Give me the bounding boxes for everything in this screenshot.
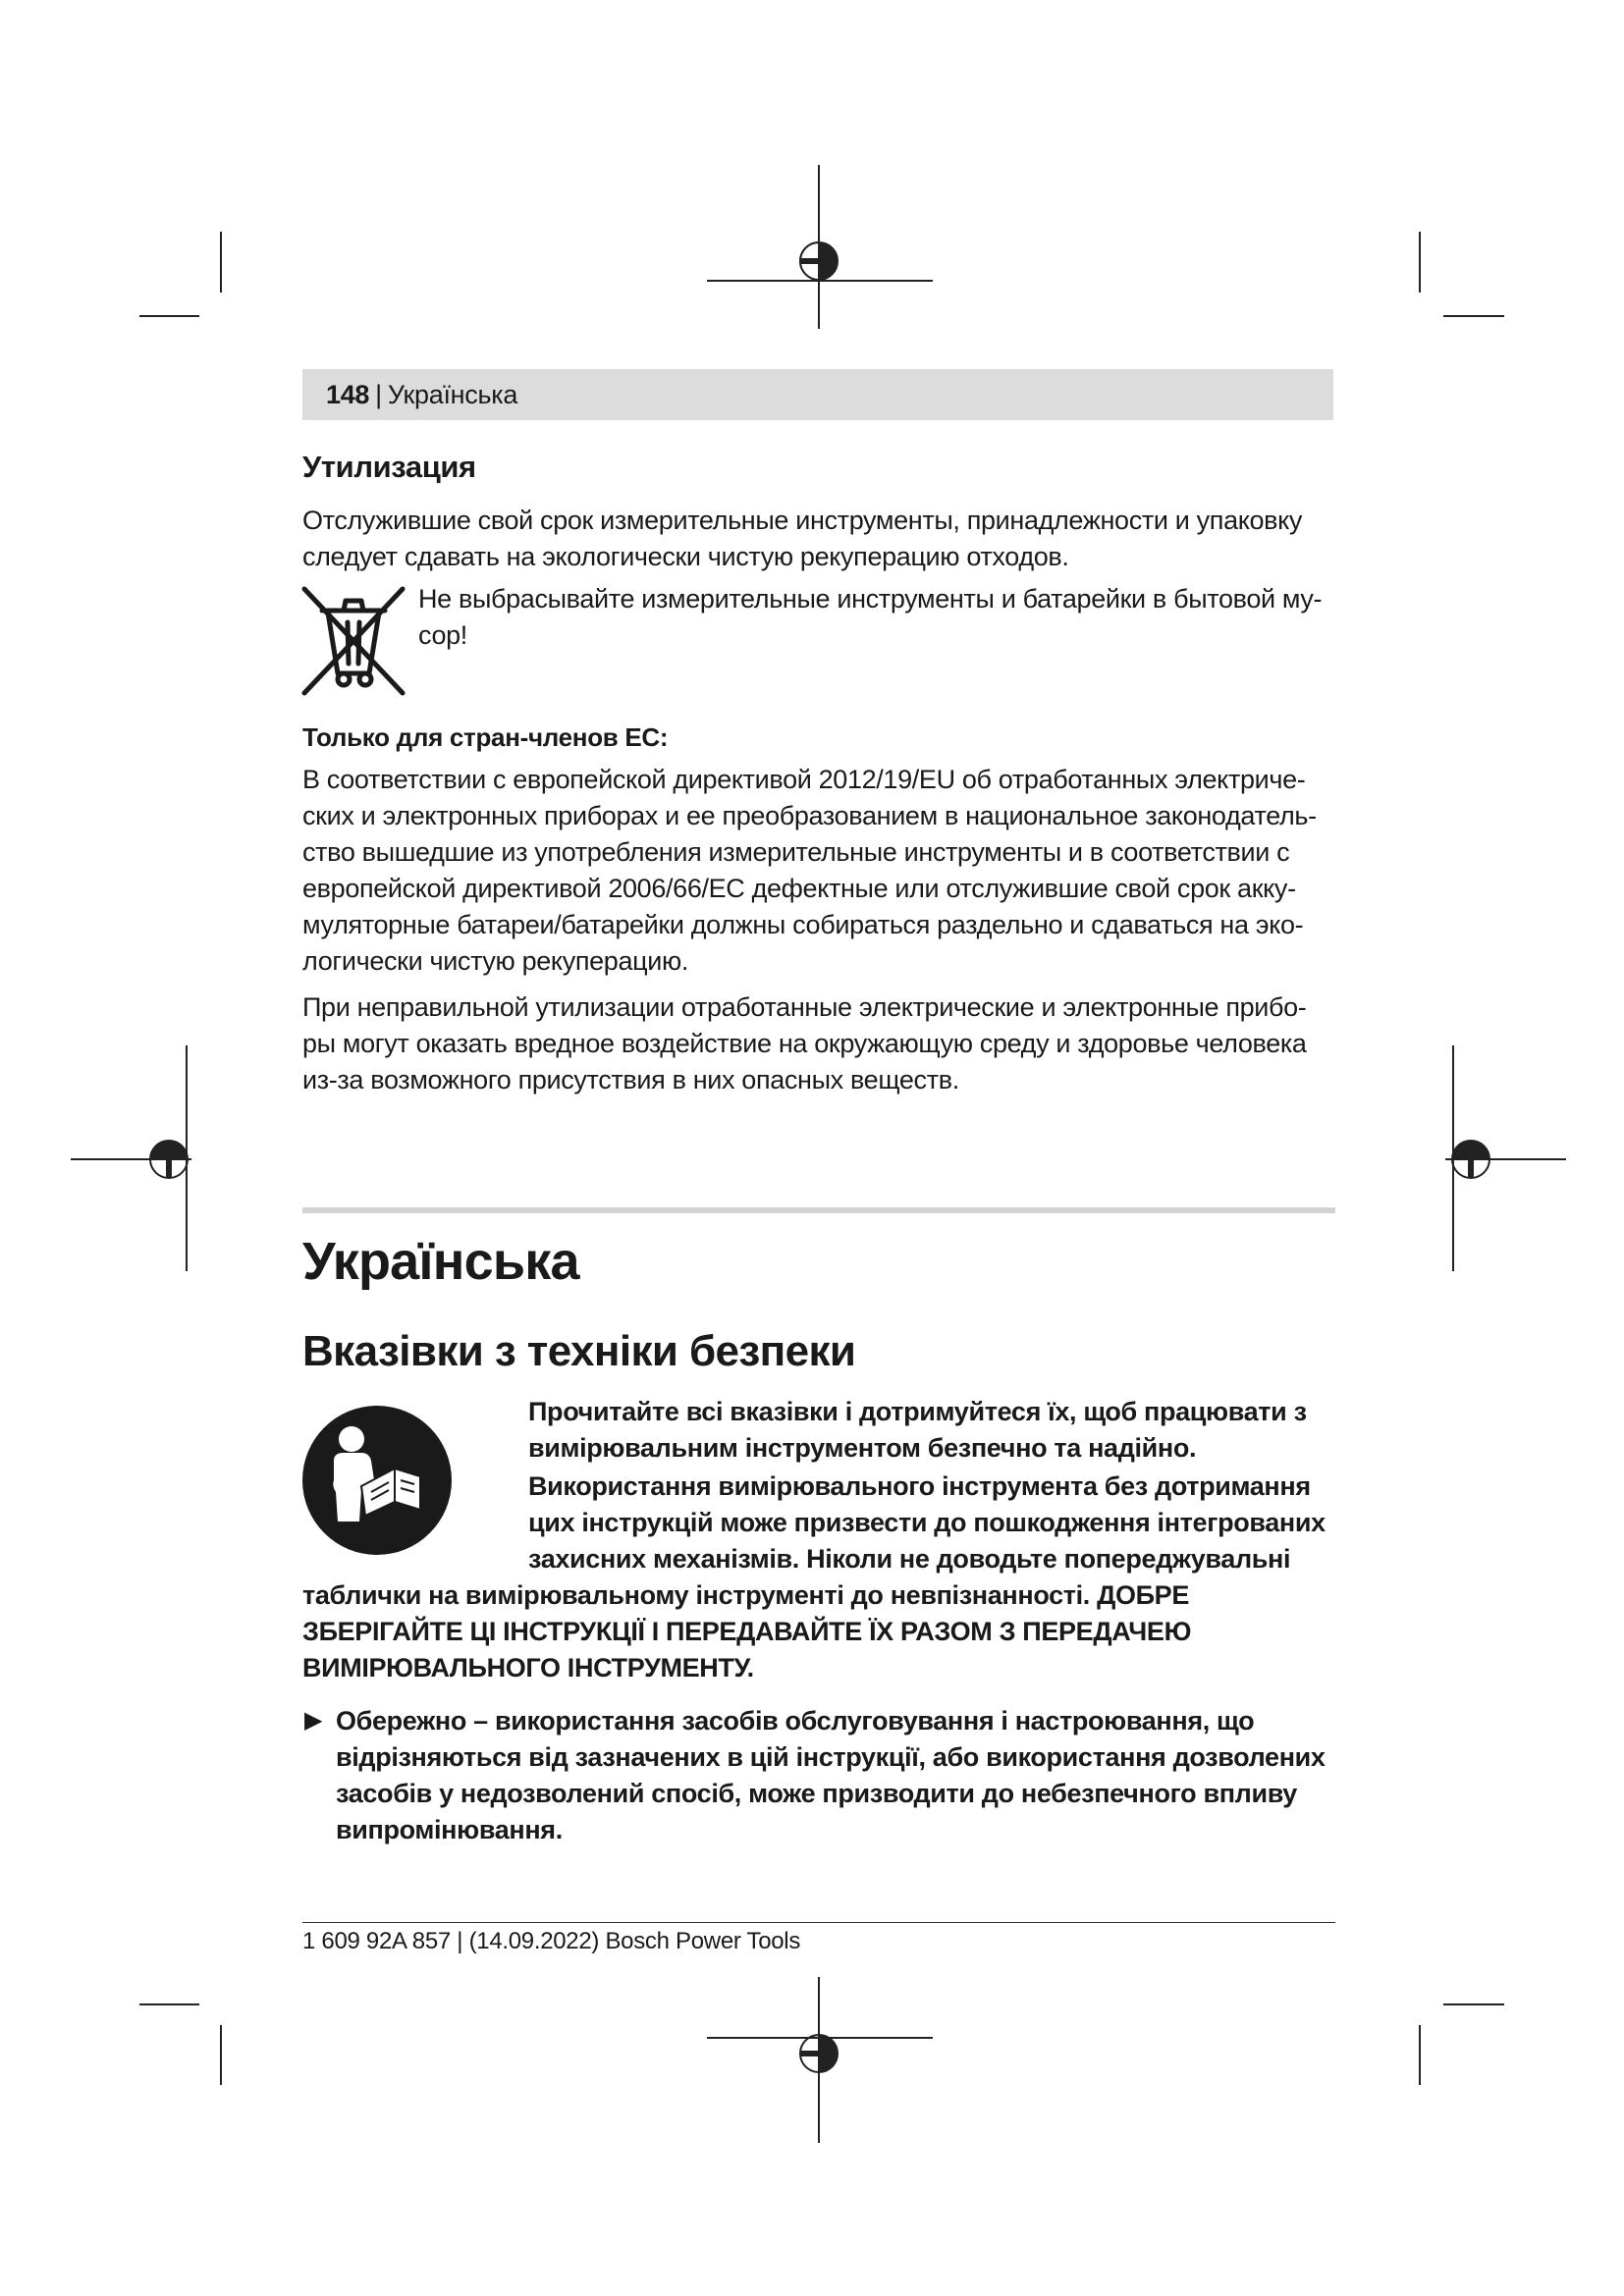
paragraph-line: из-за возможного присутствия в них опасных веществ. (302, 1065, 959, 1095)
section-divider (302, 1207, 1335, 1213)
paragraph-line: таблички на вимірювальному інструменті до невпізнанності. ДОБРЕ (302, 1580, 1190, 1610)
disposal-intro (302, 503, 1335, 575)
paragraph-line: випромінювання. (336, 1815, 563, 1844)
hazard-text (302, 989, 1335, 1098)
paragraph-line: ство вышедшие из употребления измерительные инструменты и в соответствии с (302, 837, 1290, 867)
paragraph-line: Не выбрасывайте измерительные инструменты и батарейки в бытовой му- (418, 584, 1323, 614)
paragraph-line: Обережно – використання засобів обслуговування і настроювання, що (336, 1706, 1255, 1735)
header-separator: | (375, 379, 382, 409)
disposal-title: Утилизация (302, 450, 476, 484)
eu-heading: Только для стран-членов ЕС: (302, 722, 669, 752)
safety-title: Вказівки з техніки безпеки (302, 1327, 856, 1375)
paragraph-line: ских и электронных приборах и ее преобразованием в национальное законодатель- (302, 801, 1317, 830)
paragraph-line: В соответствии с европейской директивой 2012/19/EU об отработанных электриче- (302, 765, 1306, 794)
paragraph-line: засобів у недозволений спосіб, може призводити до небезпечного впливу (336, 1779, 1297, 1808)
radiation-warning (336, 1703, 1326, 1848)
footer-rule (302, 1922, 1335, 1923)
paragraph-line: европейской директивой 2006/66/EC дефектные или отслужившие свой срок акку- (302, 874, 1296, 903)
bin-notice (418, 581, 1331, 654)
section-title: Українська (302, 1232, 579, 1291)
page-header (302, 369, 1333, 420)
footer-text: 1 609 92A 857 | (14.09.2022) Bosch Power Tools (302, 1928, 801, 1954)
crossed-out-bin-icon (300, 585, 406, 697)
paragraph-line: ры могут оказать вредное воздействие на окружающую среду и здоровье человека (302, 1029, 1307, 1058)
safety-intro (528, 1394, 1307, 1467)
paragraph-line: ВИМІРЮВАЛЬНОГО ІНСТРУМЕНТУ. (302, 1653, 754, 1682)
safety-warning (528, 1468, 1326, 1577)
paragraph-line: відрізняються від зазначених в цій інструкції, або використання дозволених (336, 1742, 1326, 1772)
header-section: Українська (387, 379, 518, 409)
paragraph-line: логически чистую рекуперацию. (302, 946, 689, 976)
bullet-arrow-icon: ▶ (304, 1707, 323, 1734)
paragraph-line: вимірювальним інструментом безпечно та надійно. (528, 1433, 1197, 1463)
safety-keep-instructions (302, 1577, 1191, 1686)
paragraph-line: следует сдавать на экологически чистую рекуперацию отходов. (302, 542, 1069, 571)
paragraph-line: При неправильной утилизации отработанные электрические и электронные прибо- (302, 992, 1307, 1022)
paragraph-line: сор! (418, 620, 467, 650)
page-number: 148 (326, 379, 370, 409)
paragraph-line: ЗБЕРІГАЙТЕ ЦІ ІНСТРУКЦІЇ І ПЕРЕДАВАЙТЕ ЇХ РАЗОМ З ПЕРЕДАЧЕЮ (302, 1617, 1192, 1646)
read-manual-icon (300, 1404, 454, 1557)
paragraph-line: Отслужившие свой срок измерительные инструменты, принадлежности и упаковку (302, 506, 1303, 535)
paragraph-line: цих інструкцій може призвести до пошкодження інтегрованих (528, 1508, 1326, 1537)
eu-text (302, 762, 1335, 980)
paragraph-line: муляторные батареи/батарейки должны собираться раздельно и сдаваться на эко- (302, 910, 1304, 939)
paragraph-line: захисних механізмів. Ніколи не доводьте попереджувальні (528, 1544, 1291, 1574)
paragraph-line: Використання вимірювального інструмента без дотримання (528, 1471, 1311, 1501)
paragraph-line: Прочитайте всі вказівки і дотримуйтеся їх, щоб працювати з (528, 1397, 1307, 1426)
